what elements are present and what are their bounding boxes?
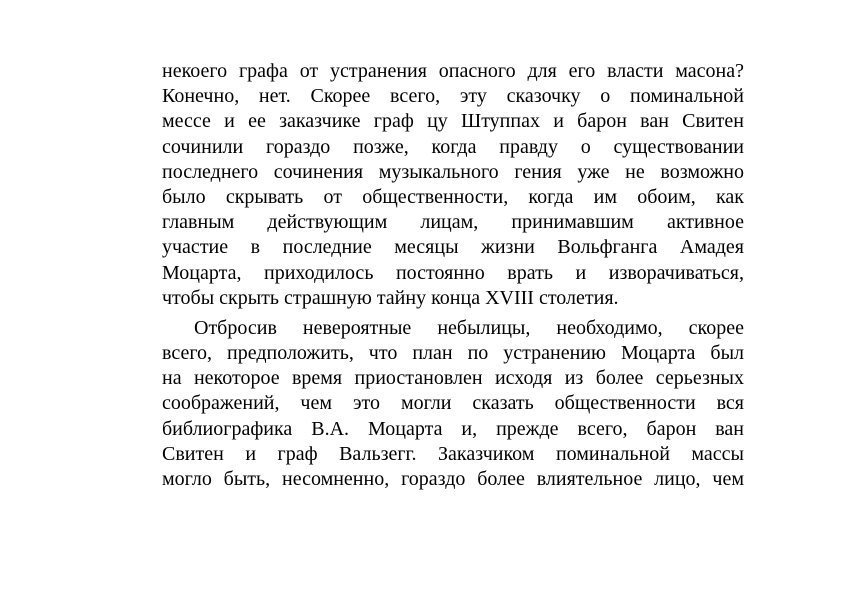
paragraph-2 (162, 316, 744, 492)
text-line: чтобы скрыть страшную тайну конца XVIII столетия. (162, 286, 619, 309)
text-line: Свитен и граф Вальзегг. Заказчиком поминальной массы (162, 442, 744, 465)
text-line: мессе и ее заказчике граф цу Штуппах и барон ван Свитен (162, 110, 744, 133)
body-text (162, 59, 744, 492)
text-line: соображений, чем это могли сказать общественности вся (162, 392, 744, 415)
text-line: всего, предположить, что план по устранению Моцарта был (162, 342, 744, 365)
text-line: могло быть, несомненно, гораздо более влиятельное лицо, чем (162, 468, 744, 490)
text-line: участие в последние месяцы жизни Вольфганга Амадея (162, 236, 744, 259)
text-line: некоего графа от устранения опасного для его власти масона? (162, 60, 744, 82)
text-line: сочинили гораздо позже, когда правду о существовании (162, 135, 744, 158)
text-line: библиографика В.А. Моцарта и, прежде всего, барон ван (162, 417, 744, 440)
text-line: Моцарта, приходилось постоянно врать и изворачиваться, (162, 261, 744, 284)
text-line: главным действующим лицам, принимавшим активное (162, 211, 744, 234)
text-line: было скрывать от общественности, когда им обоим, как (162, 185, 744, 208)
text-line: последнего сочинения музыкального гения уже не возможно (162, 160, 744, 183)
text-line: Отбросив невероятные небылицы, необходимо, скорее (194, 316, 744, 339)
text-line: на некоторое время приостановлен исходя из более серьезных (162, 367, 744, 390)
text-line: Конечно, нет. Скорее всего, эту сказочку о поминальной (162, 85, 744, 108)
paragraph-1 (162, 59, 744, 311)
